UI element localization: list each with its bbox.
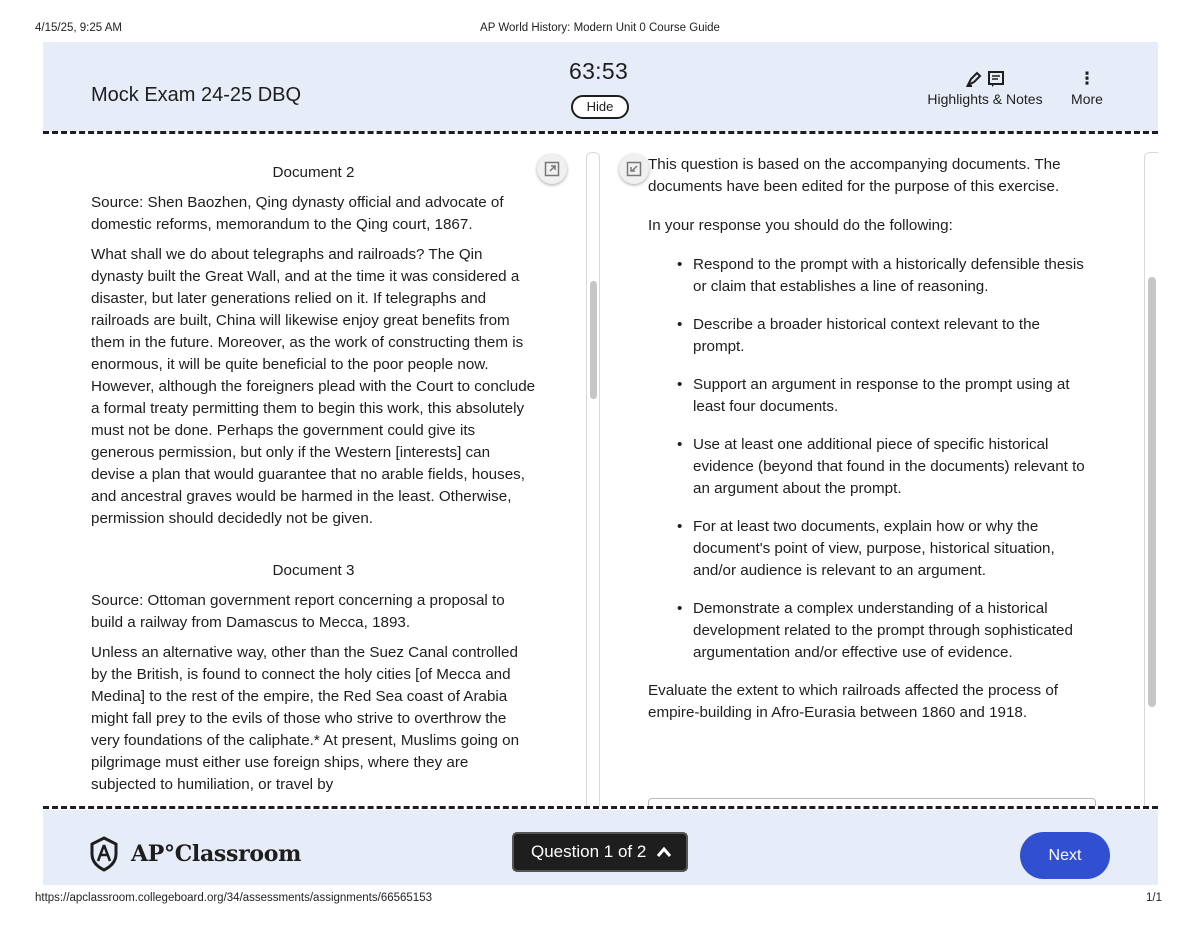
footer-divider [43, 806, 1158, 809]
instructions-lead: In your response you should do the following: [648, 217, 953, 234]
response-editor[interactable] [648, 798, 1096, 806]
documents-scrollbar[interactable] [586, 152, 600, 806]
document-body: Unless an alternative way, other than the Suez Canal controlled by the British, is found to connect the holy cities [of Mecca and Medina] to the rest of the empire, the Red Sea coast of Arabia might fall prey to the evils of those who strive to overthrow the very foundations of the caliphate.* At present, Muslims going on pilgrimage must either use foreign ships, where they are subjected to humiliation, or travel by [91, 644, 520, 793]
list-item: • Use at least one additional piece of specific historical evidence (beyond that found in the documents) relevant to an argument about the prompt. [677, 436, 1085, 497]
print-page-title: AP World History: Modern Unit 0 Course Guide [480, 22, 720, 34]
instruction-text: Support an argument in response to the prompt using at least four documents. [693, 376, 1070, 415]
chevron-up-icon [656, 834, 672, 870]
question-navigator-button[interactable] [512, 832, 688, 872]
collapse-icon [626, 161, 642, 177]
question-pane[interactable] [602, 148, 1158, 806]
instructions-list [648, 254, 1088, 664]
more-button[interactable] [1063, 68, 1111, 107]
documents-scroll-thumb[interactable] [590, 281, 597, 399]
highlighter-icon [965, 70, 983, 88]
collapse-pane-button[interactable] [619, 154, 649, 184]
instruction-text: Use at least one additional piece of specific historical evidence (beyond that found in the documents) relevant to an argument about the prompt. [693, 436, 1085, 497]
question-navigator-label: Question 1 of 2 [531, 842, 647, 861]
list-item: • Support an argument in response to the prompt using at least four documents. [677, 376, 1070, 415]
highlights-notes-label: Highlights & Notes [927, 91, 1043, 107]
hide-timer-button[interactable]: Hide [571, 95, 629, 119]
notes-icon [987, 70, 1005, 88]
document-heading: Document 3 [272, 562, 355, 579]
question-prompt: Evaluate the extent to which railroads affected the process of empire-building in Afro-Eurasia between 1860 and 1918. [648, 682, 1059, 721]
print-url: https://apclassroom.collegeboard.org/34/assessments/assignments/66565153 [35, 892, 432, 904]
documents-pane[interactable] [43, 148, 588, 806]
exam-title: Mock Exam 24-25 DBQ [91, 84, 302, 106]
document-source: Source: Ottoman government report concerning a proposal to build a railway from Damascus to Mecca, 1893. [91, 592, 505, 631]
highlights-notes-icons [925, 68, 1045, 90]
instruction-text: For at least two documents, explain how or why the document's point of view, purpose, historical situation, and/or audience is relevant to an argument. [693, 518, 1055, 579]
print-datetime: 4/15/25, 9:25 AM [35, 22, 122, 34]
header-divider [43, 131, 1158, 134]
instruction-text: Describe a broader historical context relevant to the prompt. [693, 316, 1040, 355]
print-header [0, 22, 1200, 38]
more-vertical-icon: ⋮ [1078, 69, 1096, 88]
question-scroll-thumb[interactable] [1148, 277, 1156, 707]
more-label: More [1071, 91, 1103, 107]
highlights-notes-button[interactable] [925, 68, 1045, 107]
logo-text: AP°Classroom [131, 841, 302, 867]
expand-icon [544, 161, 560, 177]
document-heading: Document 2 [272, 164, 355, 181]
question-intro: This question is based on the accompanying documents. The documents have been edited for the purpose of this exercise. [648, 156, 1061, 195]
instruction-text: Respond to the prompt with a historically defensible thesis or claim that establishes a line of reasoning. [693, 256, 1084, 295]
expand-pane-button[interactable] [537, 154, 567, 184]
question-content [648, 154, 1088, 741]
timer: 63:53 [569, 58, 629, 84]
instruction-text: Demonstrate a complex understanding of a historical development related to the prompt through sophisticated argumentation and/or effective use of evidence. [693, 600, 1073, 661]
document-body: What shall we do about telegraphs and railroads? The Qin dynasty built the Great Wall, and at the time it was considered a disaster, but later generations relied on it. If telegraphs and railroads are built, China will likewise enjoy great benefits from them in the future. Moreover, as the work of constructing them is enormous, it will be quite beneficial to the poor people now. However, although the foreigners plead with the Court to conclude a formal treaty permitting them to begin this work, this absolutely must not be done. Perhaps the government could give its generous permission, but only if the Western [interests] can devise a plan that would guarantee that no arable fields, houses, and ancestral graves would be harmed in the least. Otherwise, permission should decidedly not be given. [91, 246, 536, 527]
list-item: • Demonstrate a complex understanding of a historical development related to the prompt through sophisticated argumentation and/or effective use of evidence. [677, 600, 1073, 661]
next-button[interactable]: Next [1020, 832, 1110, 879]
document-source: Source: Shen Baozhen, Qing dynasty official and advocate of domestic reforms, memorandum to the Qing court, 1867. [91, 194, 504, 233]
print-page-number: 1/1 [1146, 892, 1162, 904]
question-scrollbar[interactable] [1144, 152, 1158, 806]
exam-header [43, 42, 1158, 132]
footer-bar [43, 810, 1158, 885]
print-footer [0, 892, 1200, 908]
documents-content [91, 162, 536, 804]
ap-classroom-logo [89, 836, 301, 872]
list-item: • Describe a broader historical context relevant to the prompt. [677, 316, 1040, 355]
ap-shield-logo-icon [89, 836, 119, 872]
list-item: • For at least two documents, explain how or why the document's point of view, purpose, historical situation, and/or audience is relevant to an argument. [677, 518, 1055, 579]
list-item: • Respond to the prompt with a historically defensible thesis or claim that establishes a line of reasoning. [677, 256, 1084, 295]
